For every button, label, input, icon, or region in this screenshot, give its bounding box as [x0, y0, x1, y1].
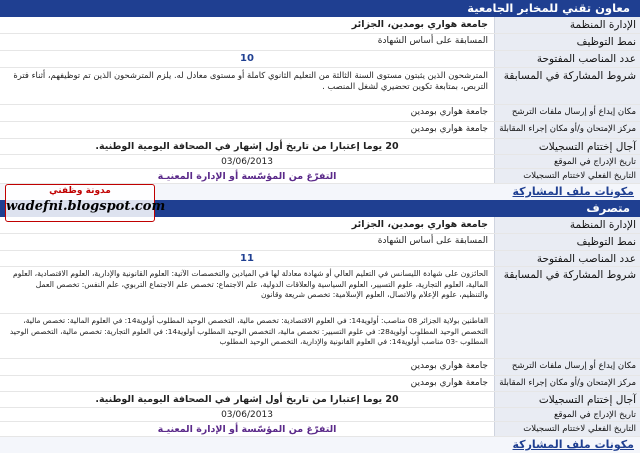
job1-value-org: جامعة هواري بومدين، الجزائر: [351, 19, 488, 30]
job2-title: متصرف: [0, 200, 640, 217]
job2-value-exam: جامعة هواري بومدين: [410, 378, 488, 388]
job1-value-count: 10: [240, 53, 254, 64]
job2-label-exam: مركز الإمتحان و/أو مكان إجراء المقابلة: [494, 376, 640, 391]
job2-file-components-label[interactable]: مكونات ملف المشاركة: [512, 438, 634, 451]
job2-label-type: نمط التوظيف: [494, 234, 640, 250]
job1-row-deposit: [0, 105, 640, 122]
job1-label-conditions: شروط المشاركة في المسابقة: [494, 68, 640, 104]
job2-row-exam: [0, 376, 640, 392]
job2-row-conditions: [0, 267, 640, 314]
job1-label-org: الإدارة المنظمة: [494, 17, 640, 33]
job1-row-conditions: [0, 68, 640, 105]
job1-row-deadline: [0, 139, 640, 155]
job1-label-deadline: آجال إختتام التسجيلات: [494, 139, 640, 154]
job2-label-deposit: مكان إيداع أو إرسال ملفات الترشح: [494, 359, 640, 375]
job2-label-actual: التاريخ الفعلي لاختتام التسجيلات: [494, 422, 640, 436]
job2-row-type: [0, 234, 640, 251]
job1-value-type: المسابقة على أساس الشهادة: [377, 36, 488, 46]
watermark-url: wadefni.blogspot.com: [6, 199, 166, 214]
job1-row-org: [0, 17, 640, 34]
job1-label-posted: تاريخ الإدراج في الموقع: [494, 155, 640, 168]
job1-title: معاون تقني للمخابر الجامعية: [0, 0, 640, 17]
job1-row-type: [0, 34, 640, 51]
job2-label-deadline: آجال إختتام التسجيلات: [494, 392, 640, 407]
blog-watermark: [5, 184, 166, 222]
job2-label-priorities: [494, 314, 640, 358]
job2-value-conditions: الحائزون على شهادة الليسانس في التعليم العالي أو شهادة معادلة لها في الميادين والتخصصات الآتية: العلوم القانونية والإدارية، العلوم الاقتصادية، العلوم المالية، العلوم التجارية، علوم التسيير، العلوم السياسية والعلاقات الدولية، علم الاجتماع: تخصص علم الاجتماع التربوي، علم النفس: تخصص العمل والتنظيم، علوم الإعلام والاتصال، العلوم الإسلامية: تخصص شريعة وقانون: [13, 269, 488, 299]
job1-value-deadline: 20 يوما إعتبارا من تاريخ أول إشهار في الصحافة اليومية الوطنية.: [95, 141, 399, 152]
job1-label-deposit: مكان إيداع أو إرسال ملفات الترشح: [494, 105, 640, 121]
job1-row-exam: [0, 122, 640, 139]
job2-row-deposit: [0, 359, 640, 376]
job2-row-deadline: [0, 392, 640, 408]
job2-value-org: جامعة هواري بومدين، الجزائر: [351, 219, 488, 230]
job2-section: [0, 200, 640, 453]
job2-file-components-link[interactable]: [0, 437, 640, 453]
job2-row-priorities: [0, 314, 640, 359]
job1-label-count: عدد المناصب المفتوحة: [494, 51, 640, 67]
job1-row-count: [0, 51, 640, 68]
job1-value-actual: التفرّغ من المؤسّسة أو الإدارة المعنيـة: [157, 171, 337, 182]
job1-row-actual: [0, 169, 640, 184]
job1-value-conditions: المترشحون الذين يثبتون مستوى السنة الثالثة من التعليم الثانوي كاملة أو مستوى معادل له. يلزم المترشحون الذين تم توظيفهم، أثناء فترة التربص، بمتابعة تكوين تحضيري لشغل المنصب .: [13, 70, 488, 91]
job1-label-actual: التاريخ الفعلي لاختتام التسجيلات: [494, 169, 640, 183]
job2-value-posted: 03/06/2013: [221, 410, 273, 420]
job1-label-exam: مركز الإمتحان و/أو مكان إجراء المقابلة: [494, 122, 640, 138]
job2-label-org: الإدارة المنظمة: [494, 217, 640, 233]
job2-value-type: المسابقة على أساس الشهادة: [377, 236, 488, 246]
job2-value-deposit: جامعة هواري بومدين: [410, 361, 488, 371]
job2-row-count: [0, 251, 640, 267]
job2-value-count: 11: [240, 253, 254, 264]
job1-value-posted: 03/06/2013: [221, 157, 273, 167]
job1-value-exam: جامعة هواري بومدين: [410, 124, 488, 134]
job2-row-posted: [0, 408, 640, 422]
job2-label-posted: تاريخ الإدراج في الموقع: [494, 408, 640, 421]
job1-label-type: نمط التوظيف: [494, 34, 640, 50]
job1-row-posted: [0, 155, 640, 169]
job2-label-count: عدد المناصب المفتوحة: [494, 251, 640, 266]
job2-value-priorities: القاطنين بولاية الجزائر 08 مناصب: أولوية14: في العلوم الاقتصادية: تخصص مالية، التخصص الوحيد المطلوب أولوية14: في العلوم المالية: تخصص مالية، التخصص الوحيد المطلوب أولوية28: في علوم التسيير: تخصص مالية، التخصص الوحيد المطلوب أولوية14: في العلوم التجارية: تخصص مالية، التخصص الوحيد المطلوب -03 مناصب أولوية14: في العلوم القانونية والإدارية، التخصص الوحيد المطلوب: [9, 316, 488, 346]
job1-file-components-label[interactable]: مكونات ملف المشاركة: [512, 185, 634, 198]
job2-row-actual: [0, 422, 640, 437]
watermark-arabic-text: مدونة وظفني: [49, 186, 111, 196]
job2-value-actual: التفرّغ من المؤسّسة أو الإدارة المعنيـة: [157, 424, 337, 435]
job1-section: [0, 0, 640, 200]
job1-value-deposit: جامعة هواري بومدين: [410, 107, 488, 117]
job2-label-conditions: شروط المشاركة في المسابقة: [494, 267, 640, 313]
job2-value-deadline: 20 يوما إعتبارا من تاريخ أول إشهار في الصحافة اليومية الوطنية.: [95, 394, 399, 405]
